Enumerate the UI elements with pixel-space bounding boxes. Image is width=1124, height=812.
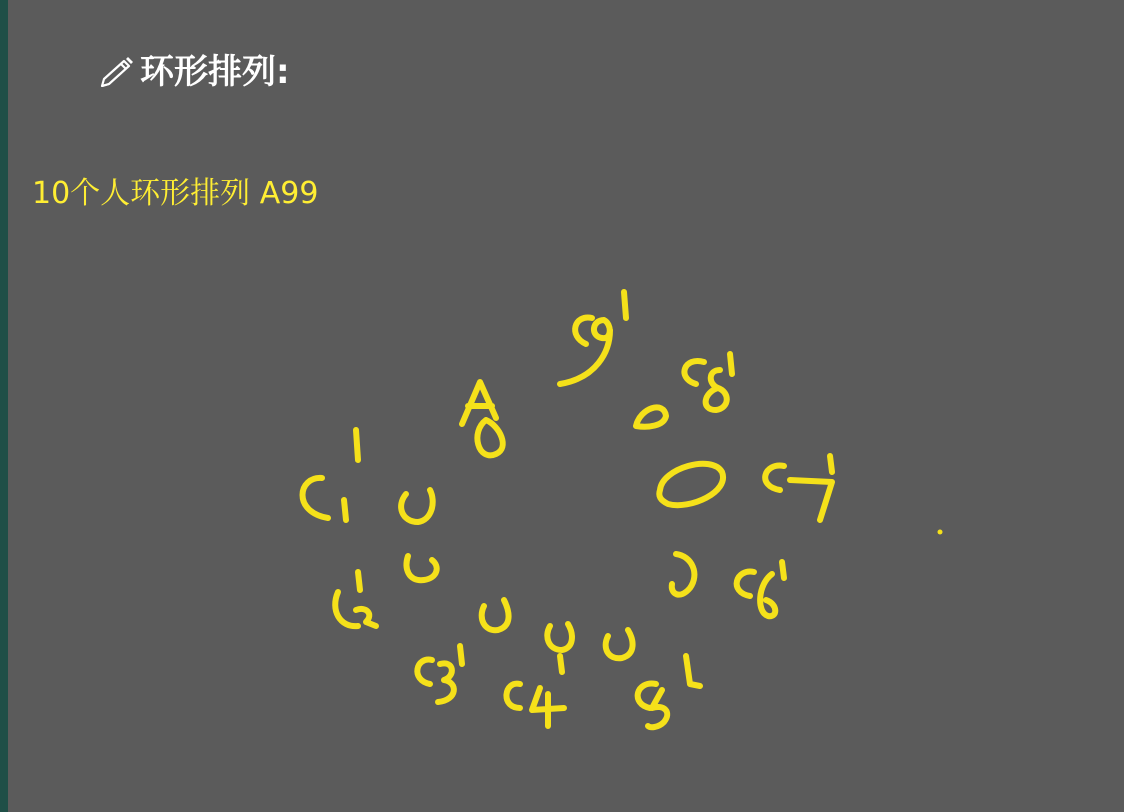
sketch-label-c4 (506, 624, 571, 726)
stray-ink-dot (938, 530, 943, 535)
sketch-label-c5 (606, 630, 700, 727)
sketch-label-c3 (417, 600, 508, 702)
sketch-label-c2 (335, 556, 436, 626)
sketch-label-c7 (659, 456, 832, 520)
sketch-label-c6 (672, 554, 784, 616)
slide-title-text: 环形排列: (140, 52, 290, 92)
sketch-label-c1 (303, 430, 433, 522)
sketch-label-c8 (636, 354, 732, 427)
sketch-label-c9 (560, 292, 626, 384)
problem-statement: 10个人环形排列 A99 (32, 176, 319, 211)
sketch-label-a (462, 382, 503, 455)
